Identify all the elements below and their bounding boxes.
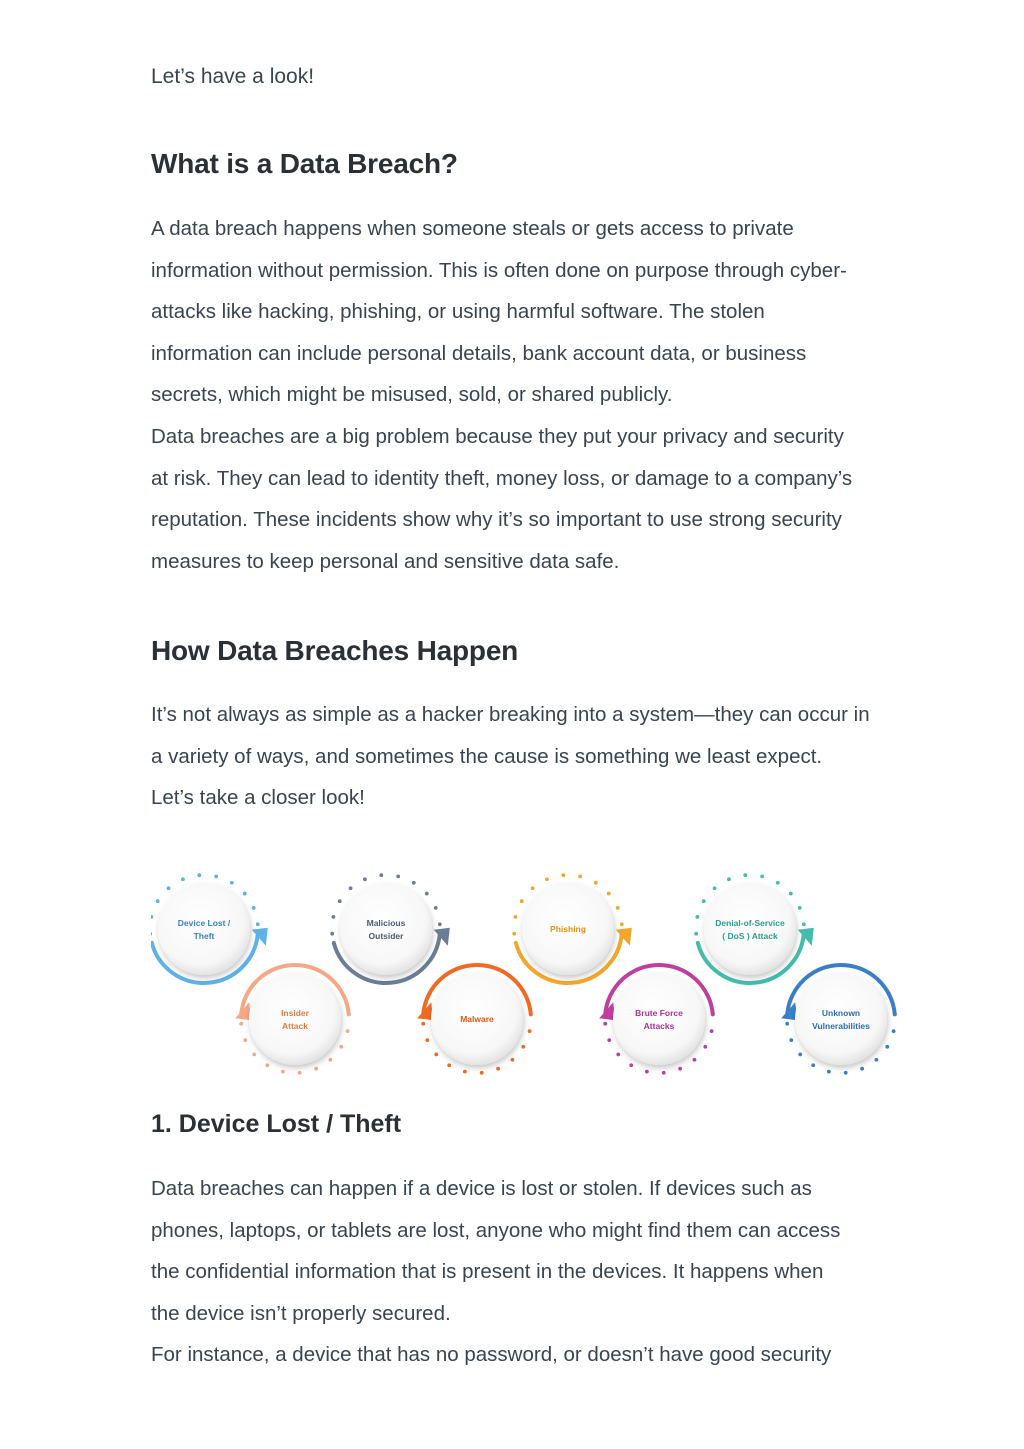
ring-dot [412,881,416,885]
text-line: secrets, which might be misused, sold, or shared publicly. [151,383,673,407]
ring-dot [760,874,764,878]
ring-dot [785,1022,789,1026]
ring-dot [616,1053,620,1057]
diagram-label-line1: Malicious [366,918,406,928]
ring-dot [434,1053,438,1057]
ring-dot [167,886,171,890]
text-line: phones, laptops, or tablets are lost, anyone who might find them can access [151,1218,841,1242]
ring-dot [434,906,438,910]
ring-dot [844,1071,848,1075]
ring-dot [197,873,201,877]
ring-dot [798,906,802,910]
ring-dot [265,1063,269,1067]
ring-dot [703,1045,707,1049]
diagram-label-line1: Phishing [550,924,586,934]
intro-text: Let’s have a look! [151,65,315,88]
diagram-label-line1: Denial-of-Service [715,918,785,928]
ring-dot [151,915,153,919]
diagram-label-line1: Unknown [821,1008,861,1018]
ring-dot [425,1038,429,1042]
ring-dot [214,874,218,878]
text-line: the device isn’t properly secured. [151,1301,451,1325]
ring-dot [710,1029,714,1033]
ring-dot [798,1053,802,1057]
diagram-node [330,873,449,983]
ring-dot [520,899,524,903]
diagram-label-line1: Brute Force [635,1008,683,1018]
ring-dot [727,877,731,881]
ring-dot [496,1067,500,1071]
ring-dot [331,915,335,919]
paragraph-device-lost-theft [151,1168,911,1376]
ring-dot [875,1058,879,1062]
ring-dot [645,1070,649,1074]
ring-dot [693,1058,697,1062]
ring-dot [421,1022,425,1026]
ring-dot [620,922,624,926]
ring-dot [330,932,334,936]
ring-dot [802,922,806,926]
ring-dot [603,1022,607,1026]
ring-dot [363,877,367,881]
ring-dot [893,1012,897,1016]
ring-dot [447,1063,451,1067]
diagram-label-line1: Device Lost / [177,918,231,928]
diagram-node [417,965,532,1075]
diagram-disc [613,973,705,1065]
paragraph-how-data-breaches-happen [151,694,911,819]
ring-dot [860,1067,864,1071]
diagram-node [599,965,714,1075]
ring-dot [314,1067,318,1071]
diagram-disc [795,973,887,1065]
ring-dot [616,906,620,910]
heading-what-is-data-breach: What is a Data Breach? [151,148,458,179]
text-line: For instance, a device that has no password, or doesn’t have good security [151,1343,832,1367]
ring-dot [743,873,747,877]
ring-dot [662,1071,666,1075]
diagram-label-line2: Theft [193,931,215,941]
ring-dot [480,1071,484,1075]
text-line: the confidential information that is present in the devices. It happens when [151,1260,824,1284]
ring-dot [561,873,565,877]
text-line: It’s not always as simple as a hacker breaking into a system—they can occur in [151,703,870,726]
text-line: reputation. These incidents show why it’s so important to use strong security [151,508,842,532]
ring-dot [694,932,698,936]
ring-dot [346,1029,350,1033]
ring-dot [776,881,780,885]
text-line: Data breaches can happen if a device is lost or stolen. If devices such as [151,1177,812,1200]
ring-dot [243,1038,247,1042]
ring-dot [885,1045,889,1049]
ring-dot [511,1058,515,1062]
diagram-disc [340,883,432,975]
diagram-label-line2: Vulnerabilities [812,1021,870,1031]
ring-dot [338,899,342,903]
ring-dot [151,932,152,936]
text-line: a variety of ways, and sometimes the cause is something we least expect. [151,744,823,768]
ring-dot [531,886,535,890]
diagram-label-line2: Attack [282,1021,308,1031]
ring-dot [521,1045,525,1049]
ring-dot [239,1022,243,1026]
ring-dot [529,1012,533,1016]
ring-dot [827,1070,831,1074]
paragraph-what-is-data-breach [151,208,911,582]
ring-dot [892,1029,896,1033]
ring-dot [512,932,516,936]
diagram-node [781,965,896,1075]
diagram-label-line2: Attacks [643,1021,675,1031]
heading-device-lost-theft: 1. Device Lost / Theft [151,1110,402,1138]
text-line: information can include personal details, bank account data, or business [151,341,807,365]
diagram-label-line1: Insider [281,1008,309,1018]
ring-dot [607,1038,611,1042]
ring-dot [252,1053,256,1057]
text-line: Data breaches are a big problem because they put your privacy and security [151,424,844,448]
text-line: A data breach happens when someone steals or gets access to private [151,217,794,240]
diagram-node [512,873,631,983]
ring-dot [528,1029,532,1033]
diagram-disc [249,973,341,1065]
ring-dot [438,922,442,926]
ring-dot [252,906,256,910]
ring-dot [678,1067,682,1071]
ring-dot [629,1063,633,1067]
heading-how-data-breaches-happen: How Data Breaches Happen [151,635,519,666]
diagram-label-line2: ( DoS ) Attack [722,931,778,941]
ring-dot [463,1070,467,1074]
ring-dot [347,1012,351,1016]
diagram-disc [158,883,250,975]
ring-dot [230,881,234,885]
diagram-label-line2: Outsider [368,931,404,941]
ring-dot [425,892,429,896]
text-line: measures to keep personal and sensitive data safe. [151,549,620,573]
diagram-node [694,873,813,983]
ring-dot [396,874,400,878]
text-line: attacks like hacking, phishing, or using harmful software. The stolen [151,300,765,324]
diagram-disc [704,883,796,975]
ring-dot [181,877,185,881]
ring-dot [329,1058,333,1062]
ring-dot [256,922,260,926]
ring-dot [156,899,160,903]
ring-dot [607,892,611,896]
ring-dot [811,1063,815,1067]
ring-dot [594,881,598,885]
breach-causes-diagram [151,862,911,1087]
diagram-label-line1: Malware [460,1014,494,1024]
text-line: Let’s take a closer look! [151,786,365,810]
ring-dot [243,892,247,896]
ring-dot [578,874,582,878]
ring-dot [379,873,383,877]
ring-dot [513,915,517,919]
ring-dot [789,1038,793,1042]
ring-dot [298,1071,302,1075]
ring-dot [713,886,717,890]
ring-dot [702,899,706,903]
diagram-node [151,873,268,983]
ring-dot [349,886,353,890]
ring-dot [339,1045,343,1049]
ring-dot [789,892,793,896]
diagram-node [235,965,350,1075]
text-line: at risk. They can lead to identity theft, money loss, or damage to a company’s [151,466,853,490]
ring-dot [695,915,699,919]
ring-dot [281,1070,285,1074]
ring-dot [545,877,549,881]
ring-dot [711,1012,715,1016]
text-line: information without permission. This is often done on purpose through cyber- [151,258,847,282]
